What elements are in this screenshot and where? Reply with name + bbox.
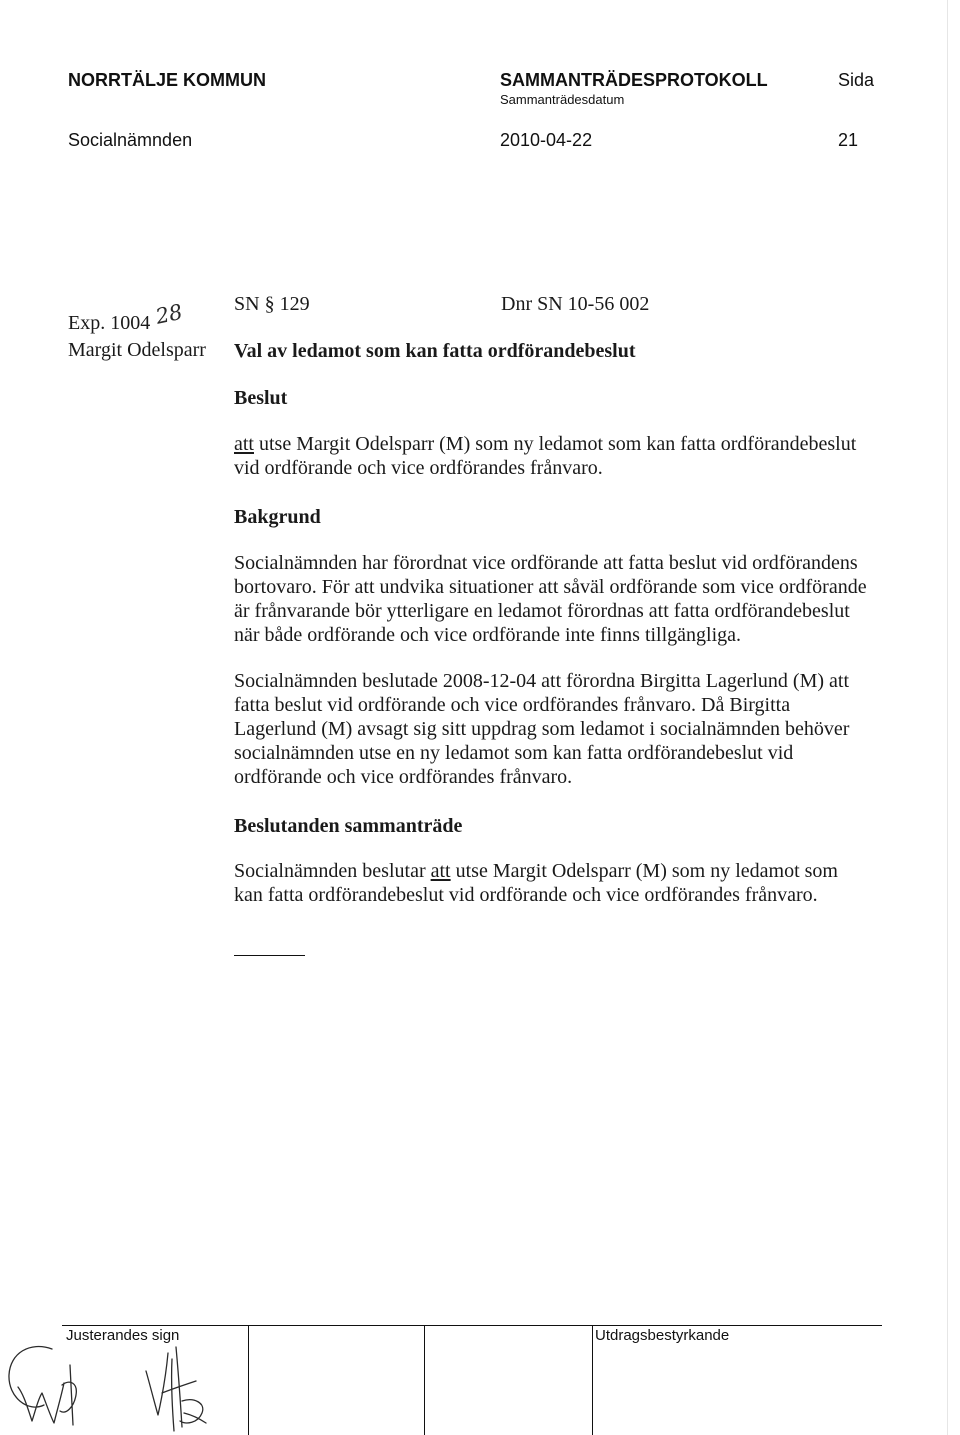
signature-1 <box>9 1347 76 1425</box>
decision-line-rest: utse Margit Odelsparr (M) som ny ledamot som <box>450 860 838 882</box>
bakgrund-heading: Bakgrund <box>234 506 321 528</box>
beslut-line-rest: utse Margit Odelsparr (M) som ny ledamot som kan fatta ordförandebeslut <box>254 433 857 455</box>
footer-divider <box>592 1325 593 1435</box>
meeting-date-label: Sammanträdesdatum <box>500 92 625 107</box>
adjuster-sign-label: Justerandes sign <box>66 1327 180 1344</box>
decision-line <box>234 859 838 883</box>
signature-2 <box>146 1347 206 1431</box>
beslut-line: vid ordförande och vice ordförandes frånvaro. <box>234 457 603 479</box>
decision-line: kan fatta ordförandebeslut vid ordförande och vice ordförandes frånvaro. <box>234 884 818 906</box>
document-type: SAMMANTRÄDESPROTOKOLL <box>500 70 768 90</box>
beslutanden-heading: Beslutanden sammanträde <box>234 815 463 837</box>
page-number: 21 <box>838 130 859 150</box>
diary-number: Dnr SN 10-56 002 <box>501 293 650 315</box>
beslut-line <box>234 432 856 456</box>
paragraph-line: bortovaro. För att undvika situationer att såväl ordförande som vice ordförande <box>234 576 867 598</box>
bakgrund-paragraph-1 <box>234 551 867 647</box>
paragraph-line: ordförande och vice ordförandes frånvaro. <box>234 766 573 788</box>
beslut-heading: Beslut <box>234 387 288 409</box>
decision-line-pre: Socialnämnden beslutar <box>234 860 431 882</box>
beslut-text <box>234 432 856 480</box>
item-title: Val av ledamot som kan fatta ordförandebeslut <box>234 340 636 362</box>
page-label: Sida <box>838 70 875 90</box>
municipality-name: NORRTÄLJE KOMMUN <box>68 70 266 90</box>
footer-divider <box>248 1325 249 1435</box>
section-end-rule <box>234 955 305 956</box>
certified-extract-label: Utdragsbestyrkande <box>595 1327 730 1344</box>
section-number: SN § 129 <box>234 293 310 315</box>
expedition-recipient: Margit Odelsparr <box>68 339 206 361</box>
adjuster-signatures <box>0 1335 240 1435</box>
paragraph-line: när både ordförande och vice ordförande inte finns tillgängliga. <box>234 624 742 646</box>
meeting-date: 2010-04-22 <box>500 130 593 150</box>
paragraph-line: socialnämnden utse en ny ledamot som kan fatta ordförandebeslut vid <box>234 742 794 764</box>
paragraph-line: är frånvarande bör ytterligare en ledamot förordnas att fatta ordförandebeslut <box>234 600 850 622</box>
scan-edge-line <box>947 0 948 1435</box>
paragraph-line: fatta beslut vid ordförande och vice ordförandes frånvaro. Då Birgitta <box>234 694 791 716</box>
expedition-label: Exp. 1004 <box>68 312 151 334</box>
att-keyword: att <box>430 860 451 882</box>
att-keyword: att <box>234 433 254 455</box>
beslutanden-text <box>234 859 838 907</box>
paragraph-line: Socialnämnden beslutade 2008-12-04 att förordna Birgitta Lagerlund (M) att <box>234 670 850 692</box>
bakgrund-paragraph-2 <box>234 669 849 789</box>
committee-name: Socialnämnden <box>68 130 193 150</box>
footer-top-rule <box>62 1325 882 1326</box>
paragraph-line: Socialnämnden har förordnat vice ordförande att fatta beslut vid ordförandens <box>234 552 858 574</box>
footer-divider <box>424 1325 425 1435</box>
handwritten-expedition-number: 28 <box>153 299 185 329</box>
paragraph-line: Lagerlund (M) avsagt sig sitt uppdrag som ledamot i socialnämnden behöver <box>234 718 850 740</box>
